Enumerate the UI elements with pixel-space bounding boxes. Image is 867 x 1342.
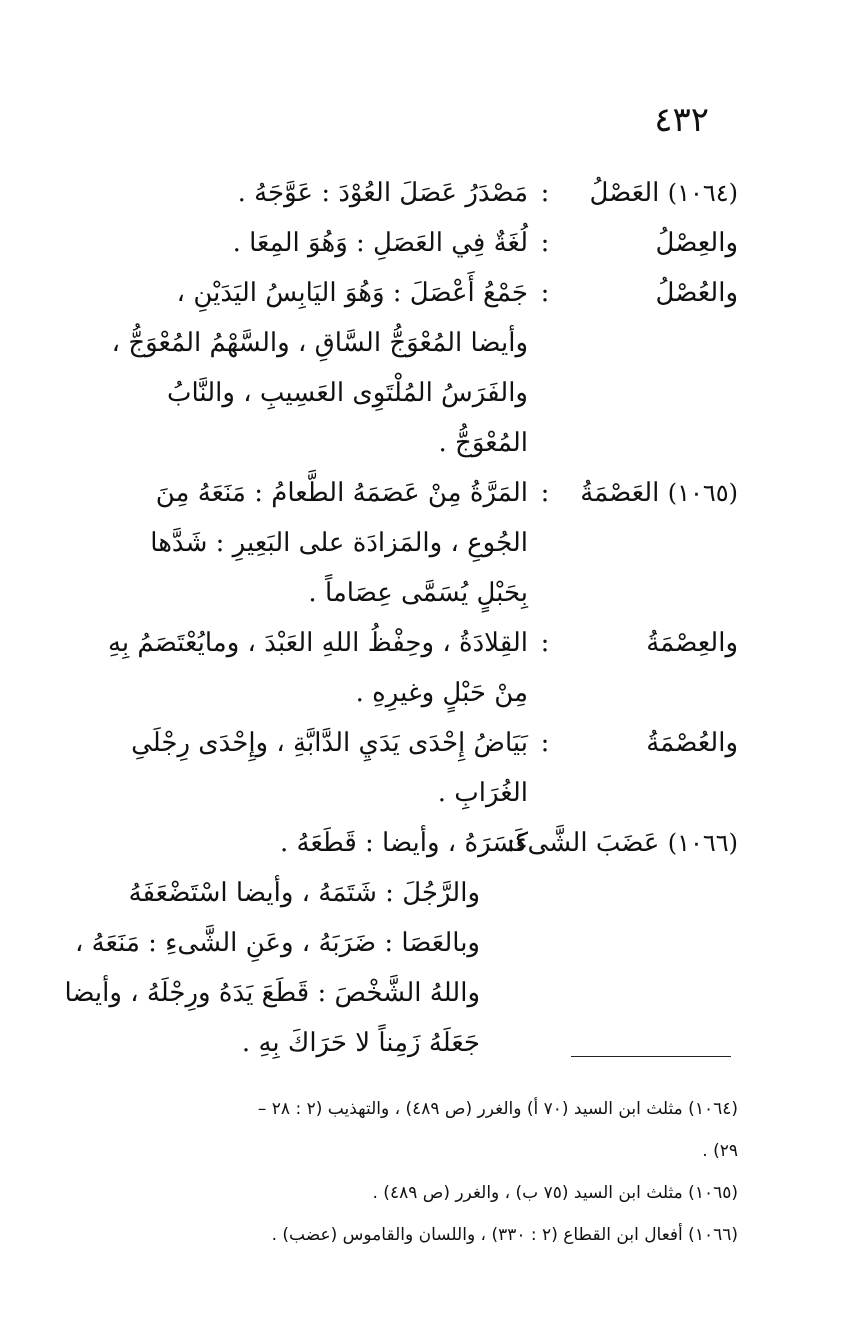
entry-number: (١٠٦٥) bbox=[667, 479, 738, 507]
dictionary-entries bbox=[60, 168, 738, 1068]
footnote-line: (١٠٦٦) أفعال ابن القطاع (٢ : ٣٣٠) ، واللسان والقاموس (عضب) . bbox=[271, 1225, 738, 1245]
entry-headword bbox=[562, 718, 738, 768]
entry-1065-variant-2 bbox=[60, 718, 738, 818]
entry-1065 bbox=[60, 468, 738, 618]
entry-definition bbox=[60, 218, 528, 268]
headword-text: والعِصْمَةُ bbox=[646, 628, 738, 658]
entry-separator: : bbox=[540, 628, 550, 658]
footnote-line: ٢٩) . bbox=[702, 1141, 738, 1161]
entry-headword bbox=[562, 268, 738, 318]
entry-separator: : bbox=[540, 228, 550, 258]
definition-line: لُغَةٌ فِي العَصَلِ : وَهُوَ المِعَا . bbox=[232, 228, 528, 258]
entry-separator: : bbox=[540, 278, 550, 308]
entry-1065-variant-1 bbox=[60, 618, 738, 718]
entry-separator: : bbox=[540, 478, 550, 508]
footnote-line: (١٠٦٤) مثلث ابن السيد (٧٠ أ) والغرر (ص ٤٨٩) ، والتهذيب (٢ : ٢٨ – bbox=[257, 1099, 738, 1119]
entry-definition bbox=[60, 618, 528, 718]
definition-line: الغُرَابِ . bbox=[437, 778, 528, 808]
headword-text: والعُصْمَةُ bbox=[646, 728, 738, 758]
entry-1066-continuation bbox=[60, 868, 480, 1068]
definition-line: جَعَلَهُ زَمِناً لا حَرَاكَ بِهِ . bbox=[241, 1028, 480, 1058]
definition-line: القِلادَةُ ، وحِفْظُ اللهِ العَبْدَ ، ومايُعْتَصَمُ بِهِ bbox=[107, 628, 528, 658]
definition-line: وبالعَصَا : ضَرَبَهُ ، وعَنِ الشَّىءِ : مَنَعَهُ ، bbox=[74, 928, 480, 958]
headword-text: والعِصْلُ bbox=[655, 228, 738, 258]
entry-headword bbox=[562, 168, 738, 218]
entry-headword bbox=[506, 818, 738, 868]
definition-line: بِحَبْلٍ يُسَمَّى عِصَاماً . bbox=[308, 578, 528, 608]
headword-text: والعُصْلُ bbox=[655, 278, 738, 308]
entry-1064-variant-1 bbox=[60, 218, 738, 268]
entry-separator: : bbox=[540, 728, 550, 758]
entry-headword bbox=[562, 468, 738, 518]
footnote-divider bbox=[571, 1056, 731, 1057]
entry-definition bbox=[60, 818, 528, 868]
definition-line: مَصْدَرُ عَصَلَ العُوْدَ : عَوَّجَهُ . bbox=[237, 178, 528, 208]
headword-text: عَضَبَ الشَّىءَ: bbox=[506, 828, 660, 858]
definition-line: جَمْعُ أَعْصَلَ : وَهُوَ اليَابِسُ اليَدَيْنِ ، bbox=[176, 278, 528, 308]
footnotes bbox=[60, 1088, 738, 1256]
entry-headword bbox=[562, 618, 738, 668]
definition-line: والفَرَسُ المُلْتَوِى العَسِيبِ ، والنَّابُ bbox=[166, 378, 528, 408]
page-number: ٤٣٢ bbox=[654, 100, 709, 140]
entry-1066 bbox=[60, 818, 738, 868]
entry-definition bbox=[60, 268, 528, 468]
entry-headword bbox=[562, 218, 738, 268]
definition-line: المَرَّةُ مِنْ عَصَمَهُ الطَّعامُ : مَنَعَهُ مِنَ bbox=[155, 478, 528, 508]
definition-line: مِنْ حَبْلٍ وغيرِهِ . bbox=[355, 678, 528, 708]
entry-separator: : bbox=[540, 178, 550, 208]
entry-definition bbox=[60, 168, 528, 218]
definition-line: الجُوعِ ، والمَزادَة على البَعِيرِ : شَدَّها bbox=[150, 528, 528, 558]
headword-text: العَصْلُ bbox=[589, 178, 660, 208]
entry-definition bbox=[60, 718, 528, 818]
definition-line: واللهُ الشَّخْصَ : قَطَعَ يَدَهُ ورِجْلَهُ ، وأيضا bbox=[64, 978, 480, 1008]
definition-line: والرَّجُلَ : شَتَمَهُ ، وأيضا اسْتَضْعَفَهُ bbox=[128, 878, 480, 908]
entry-1064-variant-2 bbox=[60, 268, 738, 468]
entry-number: (١٠٦٤) bbox=[667, 179, 738, 207]
definition-line: وأيضا المُعْوَجُّ السَّاقِ ، والسَّهْمُ المُعْوَجُّ ، bbox=[111, 328, 528, 358]
definition-line: كَسَرَهُ ، وأيضا : قَطَعَهُ . bbox=[279, 828, 528, 858]
definition-line: بَيَاضُ إِحْدَى يَدَيِ الدَّابَّةِ ، وإِحْدَى رِجْلَىِ bbox=[131, 728, 528, 758]
footnote-line: (١٠٦٥) مثلث ابن السيد (٧٥ ب) ، والغرر (ص ٤٨٩) . bbox=[372, 1183, 738, 1203]
entry-definition bbox=[60, 468, 528, 618]
entry-number: (١٠٦٦) bbox=[667, 829, 738, 857]
entry-1064 bbox=[60, 168, 738, 218]
headword-text: العَصْمَةُ bbox=[580, 478, 660, 508]
definition-line: المُعْوَجُّ . bbox=[438, 428, 528, 458]
